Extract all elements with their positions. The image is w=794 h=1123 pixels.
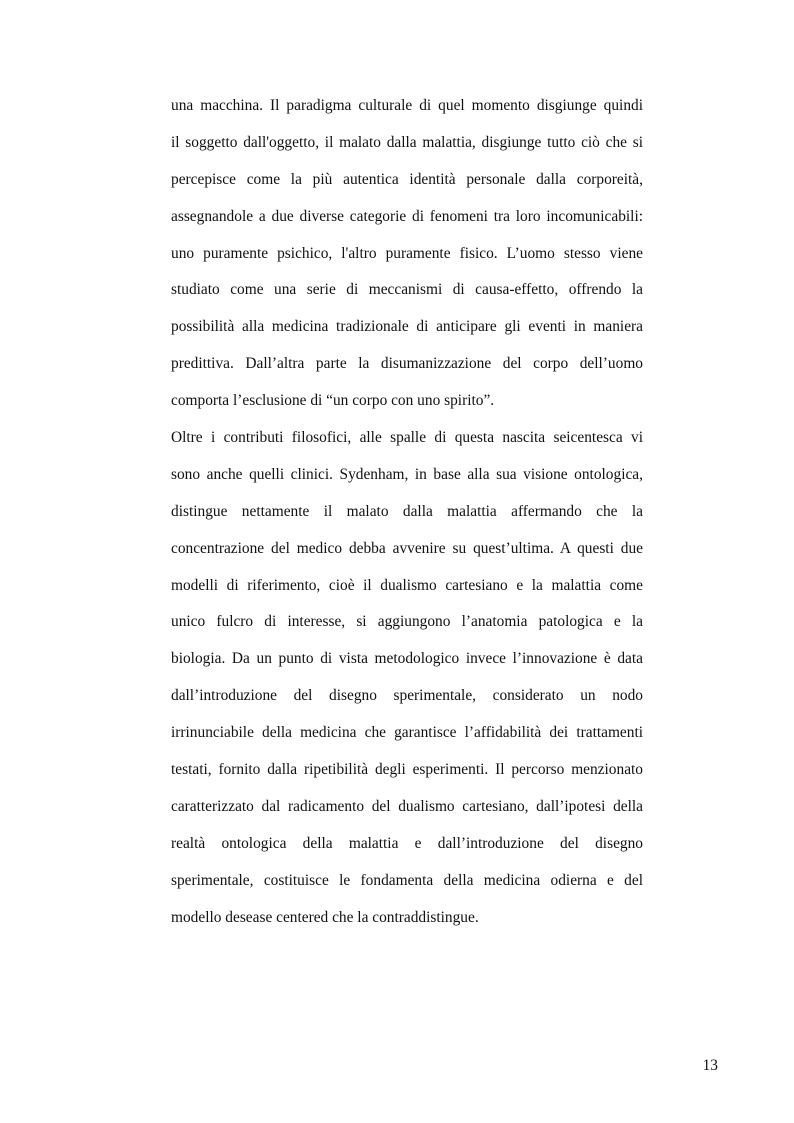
text-line: distingue nettamente il malato dalla malattia affermando che la <box>171 502 643 520</box>
body-text <box>171 88 643 936</box>
text-line: biologia. Da un punto di vista metodologico invece l’innovazione è data <box>171 650 643 668</box>
text-line: testati, fornito dalla ripetibilità degli esperimenti. Il percorso menzionato <box>171 761 643 779</box>
text-line: una macchina. Il paradigma culturale di quel momento disgiunge quindi <box>171 97 643 114</box>
text-line: modelli di riferimento, cioè il dualismo cartesiano e la malattia come <box>171 576 643 594</box>
text-line: dall’introduzione del disegno sperimentale, considerato un nodo <box>171 687 643 705</box>
text-line: sono anche quelli clinici. Sydenham, in base alla sua visione ontologica, <box>171 465 643 483</box>
text-line: caratterizzato dal radicamento del dualismo cartesiano, dall’ipotesi della <box>171 797 643 815</box>
text-line: realtà ontologica della malattia e dall’introduzione del disegno <box>171 834 643 852</box>
text-line: comporta l’esclusione di “un corpo con uno spirito”. <box>171 392 495 410</box>
text-line: percepisce come la più autentica identità personale dalla corporeità, <box>171 170 643 188</box>
text-line: uno puramente psichico, l'altro puramente fisico. L’uomo stesso viene <box>171 244 643 262</box>
text-line: il soggetto dall'oggetto, il malato dalla malattia, disgiunge tutto ciò che si <box>171 133 643 151</box>
text-line: possibilità alla medicina tradizionale di anticipare gli eventi in maniera <box>171 318 643 336</box>
text-line: modello desease centered che la contraddistingue. <box>171 908 479 926</box>
text-line: irrinunciabile della medicina che garantisce l’affidabilità dei trattamenti <box>171 724 643 742</box>
text-line: concentrazione del medico debba avvenire su quest’ultima. A questi due <box>171 539 643 557</box>
text-line: predittiva. Dall’altra parte la disumanizzazione del corpo dell’uomo <box>171 355 643 373</box>
page-number: 13 <box>702 1057 718 1074</box>
text-line: studiato come una serie di meccanismi di causa-effetto, offrendo la <box>171 281 643 299</box>
text-line: assegnandole a due diverse categorie di fenomeni tra loro incomunicabili: <box>171 207 643 225</box>
text-line: Oltre i contributi filosofici, alle spalle di questa nascita seicentesca vi <box>171 429 643 447</box>
text-line: unico fulcro di interesse, si aggiungono l’anatomia patologica e la <box>171 613 643 631</box>
text-line: sperimentale, costituisce le fondamenta della medicina odierna e del <box>171 871 643 889</box>
